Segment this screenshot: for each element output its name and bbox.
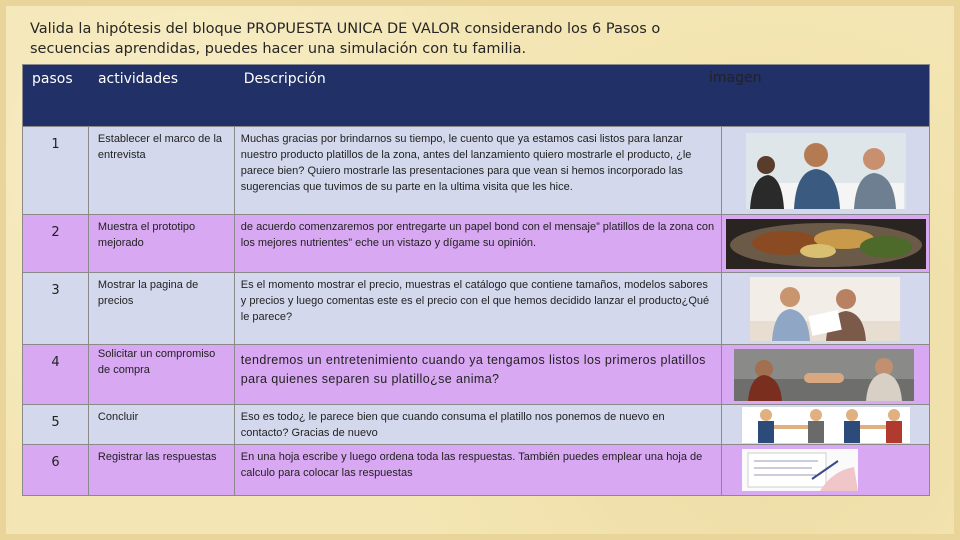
step-description: Eso es todo¿ le parece bien que cuando consuma el platillo nos ponemos de nuevo en contacto? Gracias de nuevo	[235, 405, 722, 444]
table-row	[23, 445, 929, 495]
step-image-cell	[722, 345, 929, 404]
step-activity: Establecer el marco de la entrevista	[89, 127, 235, 214]
step-description: de acuerdo comenzaremos por entregarte un papel bond con el mensaje” platillos de la zona con los mejores nutrientes” eche un vistazo y dígame su opinión.	[235, 215, 722, 272]
step-number: 2	[23, 215, 89, 272]
step-number: 1	[23, 127, 89, 214]
step-image-cell	[722, 215, 929, 272]
step-description: Es el momento mostrar el precio, muestras el catálogo que contiene tamaños, modelos sabores y precios y luego comentas este es el precio con el que hemos decidido lanzar el producto¿Qué le parece?	[235, 273, 722, 344]
step-activity: Concluir	[89, 405, 235, 444]
step-number: 6	[23, 445, 89, 495]
table-row	[23, 215, 929, 273]
step-description: Muchas gracias por brindarnos su tiempo, le cuento que ya estamos casi listos para lanzar nuestro producto platillos de la zona, antes del lanzamiento quiero mostrarle el producto, ¿le parece bien? Quiero mostrarle las presentaciones para que vean si hemos incorporado las sugerencias que tuvimos de su parte en la ultima visita que les hice.	[235, 127, 722, 214]
writing-notes-photo	[742, 449, 858, 491]
step-image-cell	[722, 127, 929, 214]
step-number: 3	[23, 273, 89, 344]
step-number: 4	[23, 345, 89, 404]
table-row	[23, 273, 929, 345]
header-imagen: imagen	[709, 70, 762, 86]
business-handshake-illustration	[742, 407, 910, 443]
people-talking-photo	[746, 133, 906, 209]
header-descripcion: Descripción	[235, 65, 722, 126]
step-activity: Mostrar la pagina de precios	[89, 273, 235, 344]
step-activity: Solicitar un compromiso de compra	[89, 345, 235, 404]
header-actividades: actividades	[89, 65, 235, 126]
steps-table	[22, 64, 930, 496]
step-activity: Muestra el prototipo mejorado	[89, 215, 235, 272]
step-image-cell	[722, 273, 929, 344]
step-activity: Registrar las respuestas	[89, 445, 235, 495]
step-description: tendremos un entretenimiento cuando ya tengamos listos los primeros platillos para quienes separen su platillo¿se anima?	[235, 345, 722, 404]
table-row	[23, 127, 929, 215]
table-header-row	[23, 65, 929, 127]
step-number: 5	[23, 405, 89, 444]
header-pasos: pasos	[23, 65, 89, 126]
page-title: Valida la hipótesis del bloque PROPUESTA UNICA DE VALOR considerando los 6 Pasos o secuencias aprendidas, puedes hacer una simulación con tu familia.	[30, 21, 661, 57]
step-image-cell	[722, 405, 929, 444]
table-row	[23, 345, 929, 405]
step-description: En una hoja escribe y luego ordena toda las respuestas. También puedes emplear una hoja de calculo para colocar las respuestas	[235, 445, 722, 495]
food-plate-photo	[726, 219, 926, 269]
people-reviewing-document-photo	[750, 277, 900, 341]
handshake-photo	[734, 349, 914, 401]
step-image-cell	[722, 445, 929, 495]
table-row	[23, 405, 929, 445]
